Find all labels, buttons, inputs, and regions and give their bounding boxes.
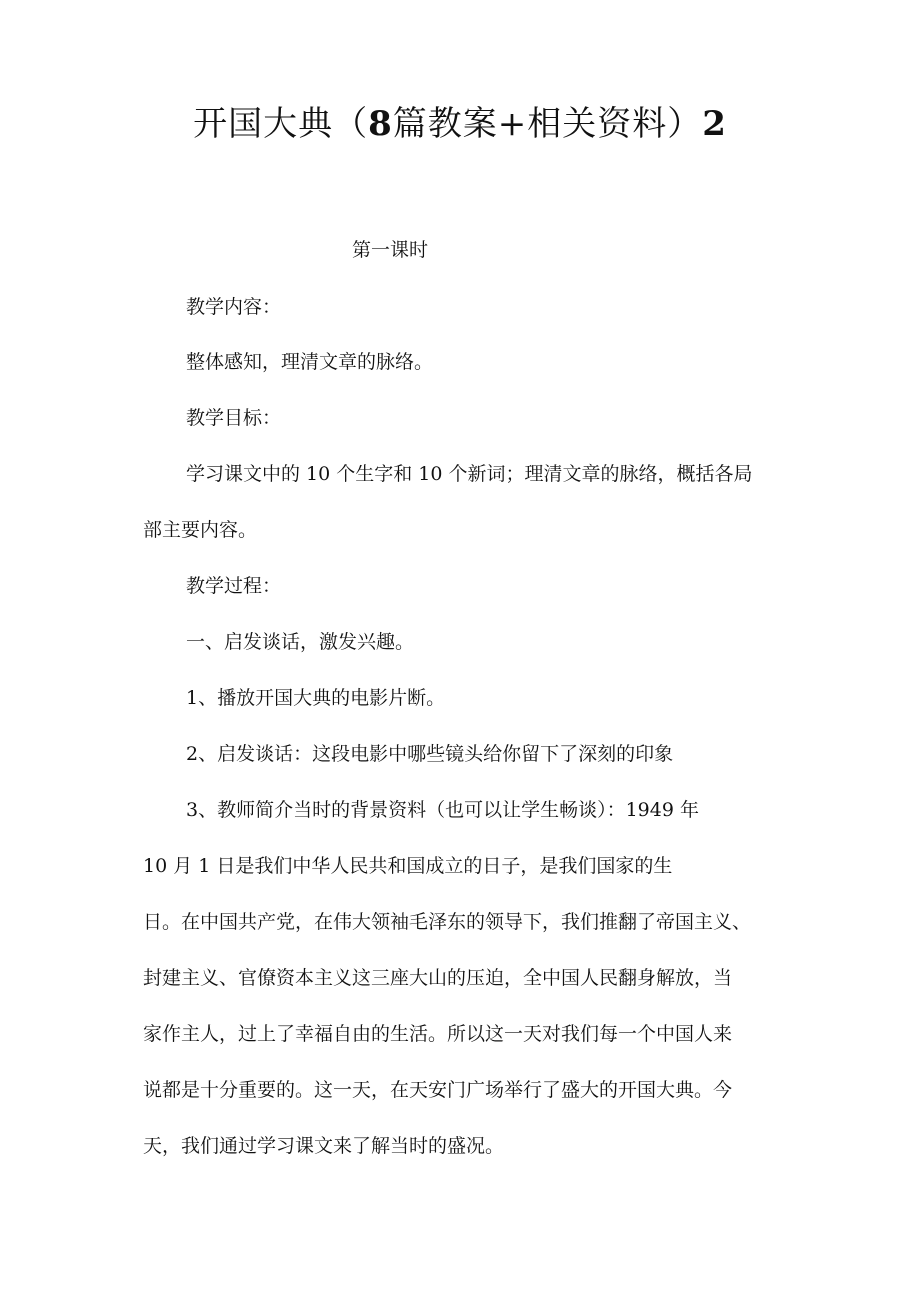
teaching-goal-text-line-2: 部主要内容。 bbox=[143, 519, 258, 541]
document-title bbox=[0, 100, 920, 148]
teaching-process-label: 教学过程： bbox=[186, 575, 282, 597]
teaching-goal-label: 教学目标： bbox=[186, 407, 282, 429]
teaching-goal-text-line-1: 学习课文中的 10 个生字和 10 个新词；理清文章的脉络，概括各局 bbox=[186, 463, 753, 485]
title-part-2: 8 bbox=[368, 104, 393, 144]
process-step-1-item-3-line-5: 家作主人，过上了幸福自由的生活。所以这一天对我们每一个中国人来 bbox=[143, 1023, 733, 1045]
section-heading: 第一课时 bbox=[352, 239, 429, 261]
process-step-1-item-3-line-2: 10 月 1 日是我们中华人民共和国成立的日子，是我们国家的生 bbox=[143, 855, 673, 877]
process-step-1-item-1: 1、播放开国大典的电影片断。 bbox=[186, 687, 446, 709]
process-step-1-item-3-line-7: 天，我们通过学习课文来了解当时的盛况。 bbox=[143, 1135, 505, 1157]
teaching-content-label: 教学内容： bbox=[186, 296, 282, 318]
teaching-content-text: 整体感知，理清文章的脉络。 bbox=[186, 351, 434, 373]
process-step-1-item-3-line-4: 封建主义、官僚资本主义这三座大山的压迫，全中国人民翻身解放，当 bbox=[143, 967, 733, 989]
process-step-1-item-3-line-3: 日。在中国共产党，在伟大领袖毛泽东的领导下，我们推翻了帝国主义、 bbox=[143, 911, 752, 933]
process-step-1-item-3-line-1: 3、教师简介当时的背景资料（也可以让学生畅谈）：1949 年 bbox=[186, 799, 699, 821]
process-step-1-item-3-line-6: 说都是十分重要的。这一天，在天安门广场举行了盛大的开国大典。今 bbox=[143, 1079, 733, 1101]
title-part-1: 开国大典（ bbox=[193, 104, 369, 144]
process-step-1-heading: 一、启发谈话，激发兴趣。 bbox=[186, 631, 415, 653]
title-part-3: 篇教案+相关资料） bbox=[392, 104, 703, 144]
title-part-4: 2 bbox=[702, 104, 727, 144]
process-step-1-item-2: 2、启发谈话：这段电影中哪些镜头给你留下了深刻的印象 bbox=[186, 743, 674, 765]
